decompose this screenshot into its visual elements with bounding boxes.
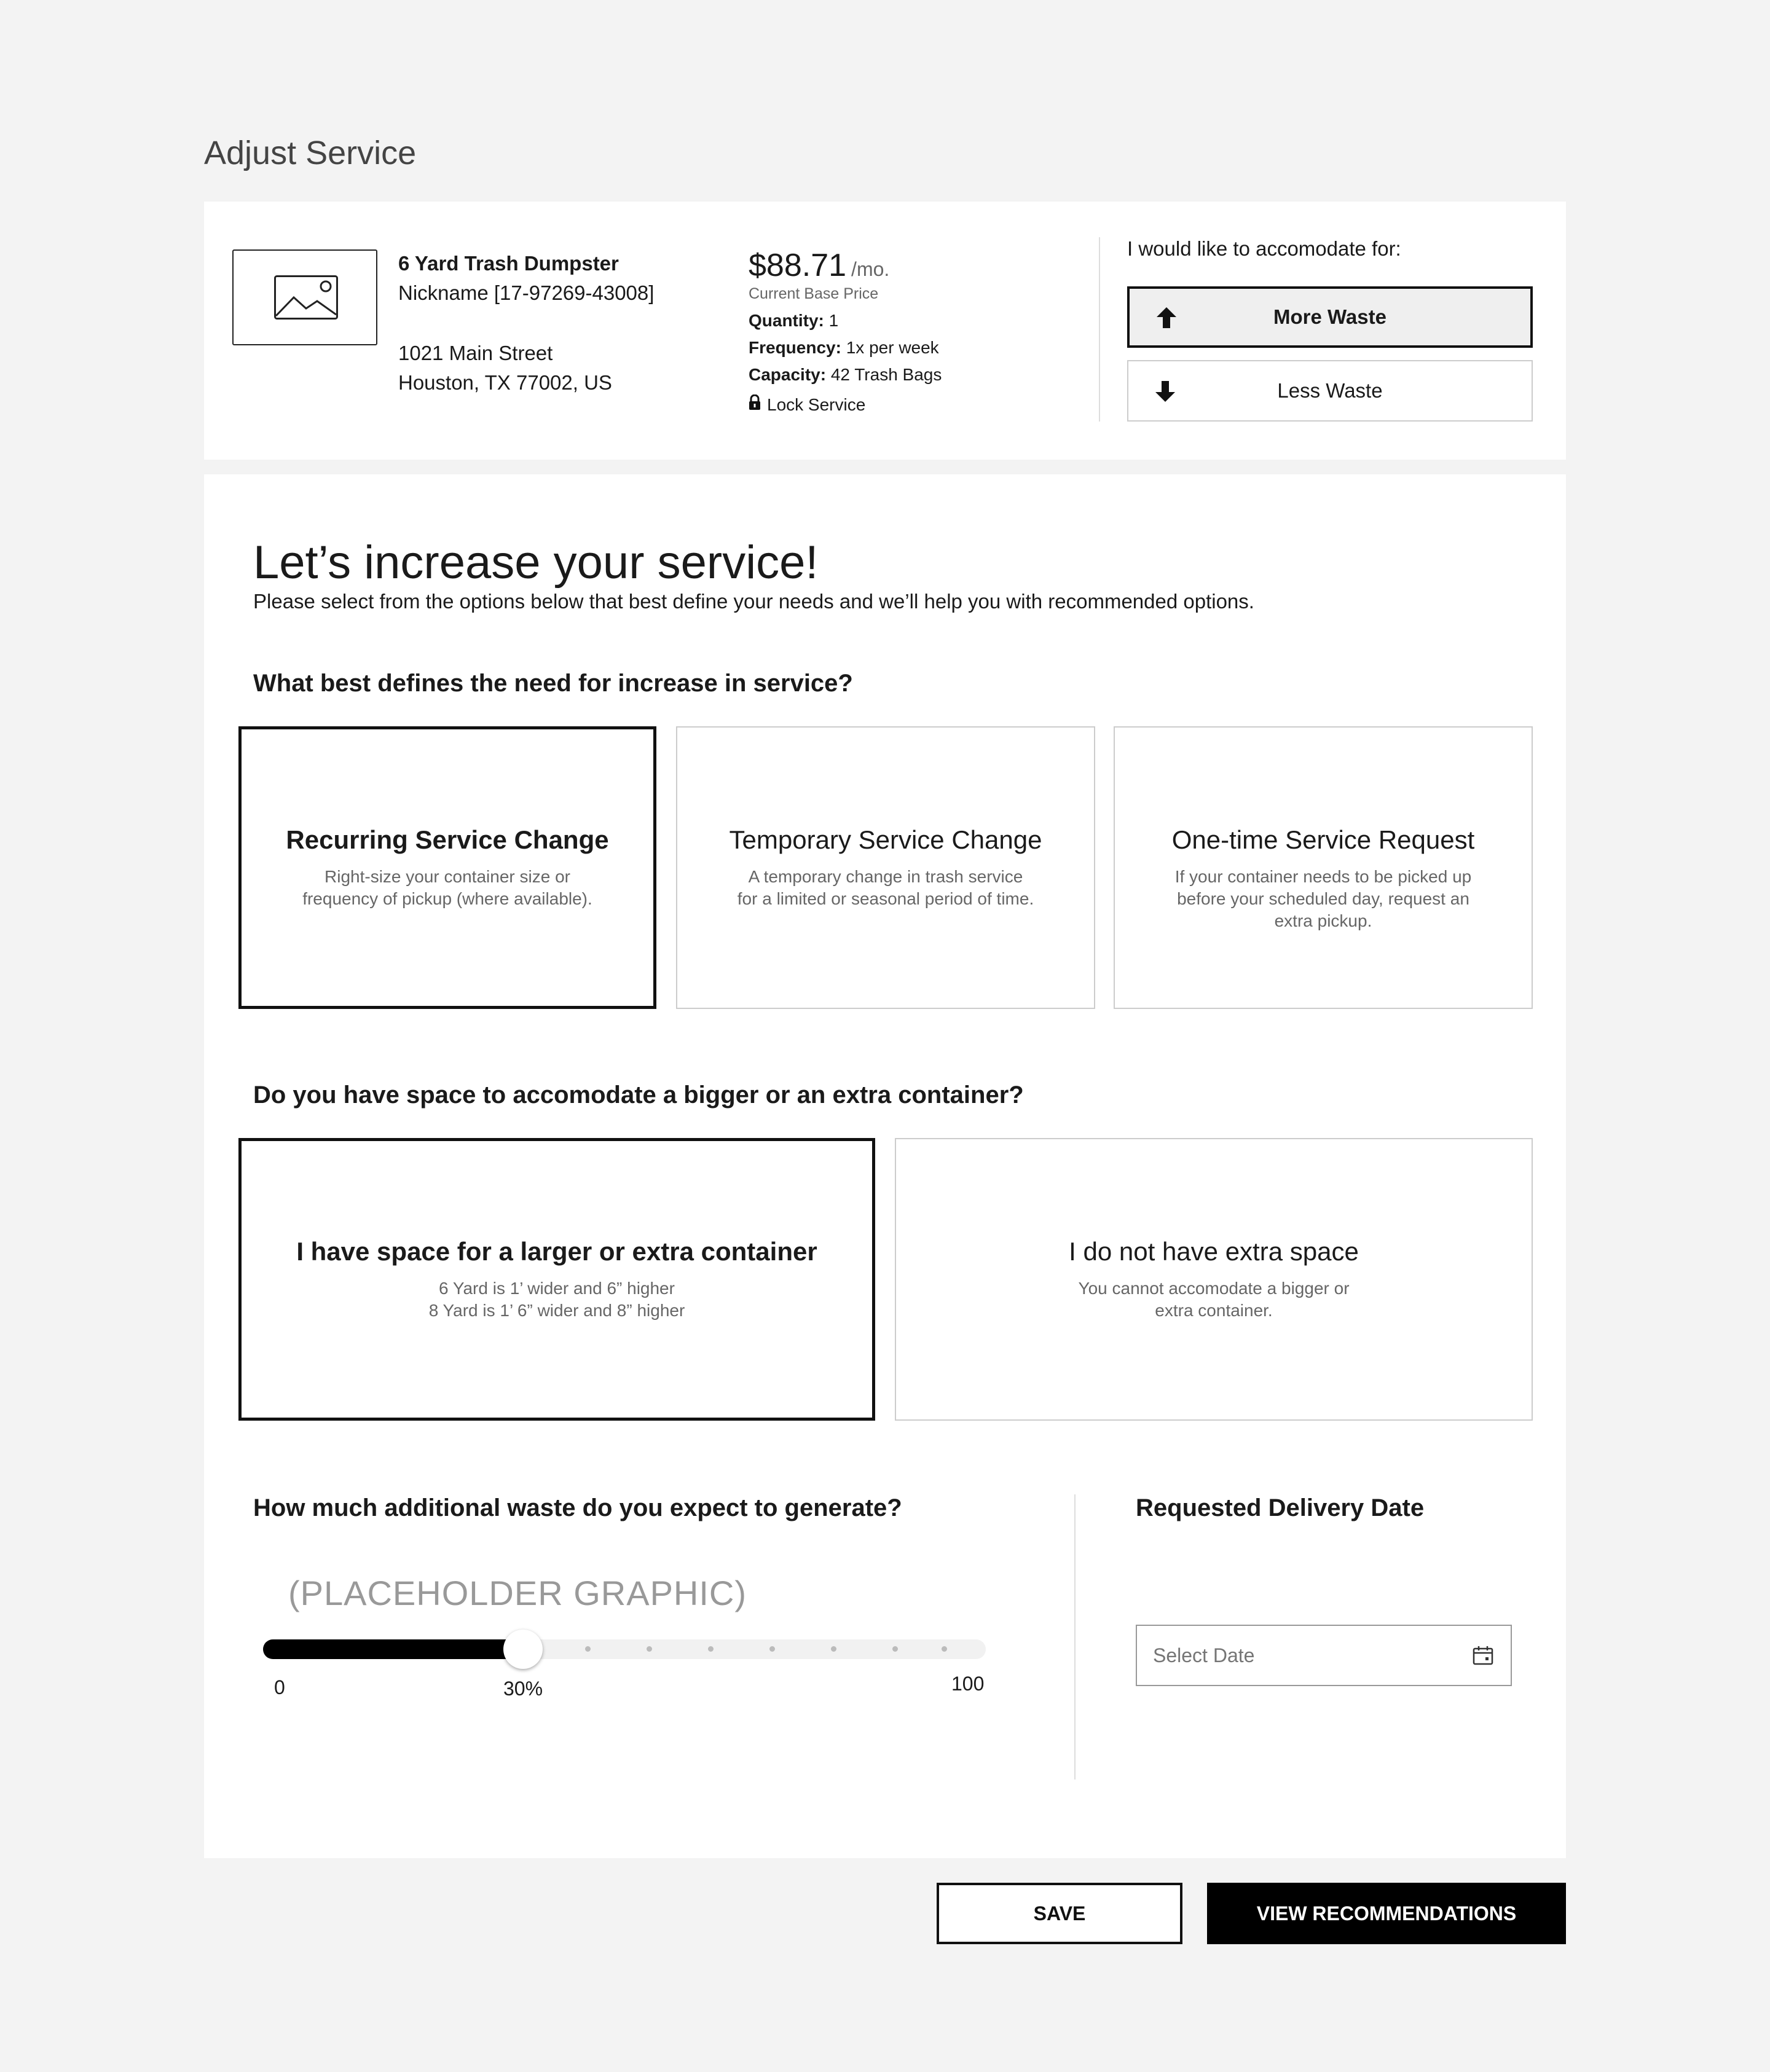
option-title: Recurring Service Change [286,825,609,854]
price-unit: /mo. [851,258,890,280]
option-description: A temporary change in trash service for a limited or seasonal period of time. [737,867,1034,908]
price-value: $88.71 [749,248,847,283]
arrow-up-icon [1157,307,1176,331]
arrow-down-icon [1155,381,1175,405]
image-placeholder-icon [232,249,377,345]
slider-value-label: 30% [503,1678,543,1700]
price-label: Current Base Price [749,285,879,302]
option-description: 6 Yard is 1’ wider and 6” higher 8 Yard is 1’ 6” wider and 8” higher [428,1279,685,1320]
capacity-label: Capacity: [749,365,827,384]
divider [1074,1494,1076,1780]
slider-step-dot [647,1646,652,1652]
slider-thumb[interactable] [503,1630,543,1669]
hero-title: Let’s increase your service! [253,536,819,589]
address-line-1: 1021 Main Street [398,342,553,364]
less-waste-button[interactable] [1127,360,1533,422]
service-nickname: Nickname [17-97269-43008] [398,281,655,304]
slider-step-dot [942,1646,947,1652]
question-2-title: Do you have space to accomodate a bigger or an extra container? [253,1081,1024,1109]
slider-step-dot [708,1646,714,1652]
accommodate-label: I would like to accomodate for: [1127,237,1401,260]
slider-step-dot [769,1646,775,1652]
lock-service-link[interactable] [749,394,865,415]
option-one-time-request[interactable] [1114,726,1533,1009]
question-3-title: How much additional waste do you expect to generate? [253,1494,902,1521]
slider-fill [263,1639,525,1659]
lock-service-label: Lock Service [767,394,866,414]
option-description: You cannot accomodate a bigger or extra container. [1078,1279,1350,1320]
question-1-title: What best defines the need for increase in service? [253,670,853,697]
capacity-value: 42 Trash Bags [830,365,942,384]
slider-max-label: 100 [951,1673,985,1695]
slider-min-label: 0 [274,1676,285,1698]
hero-subtitle: Please select from the options below that best define your needs and we’ll help you with recommended options. [253,590,1254,613]
view-recommendations-button[interactable]: VIEW RECOMMENDATIONS [1207,1883,1566,1944]
more-waste-button[interactable] [1127,286,1533,348]
slider-step-dot [831,1646,836,1652]
lock-icon [749,394,761,415]
frequency-value: 1x per week [846,338,939,357]
service-name: 6 Yard Trash Dumpster [398,252,619,275]
main-card [204,474,1566,1858]
option-title: I do not have extra space [1069,1237,1359,1266]
option-title: One-time Service Request [1171,825,1475,854]
calendar-icon[interactable] [1473,1646,1493,1668]
option-temporary-service[interactable] [676,726,1095,1009]
price [749,247,889,284]
slider-step-dot [585,1646,591,1652]
less-waste-label: Less Waste [1277,379,1383,402]
placeholder-graphic: (PLACEHOLDER GRAPHIC) [288,1574,747,1612]
quantity-row [749,311,838,331]
option-title: I have space for a larger or extra container [296,1237,817,1266]
option-have-space[interactable] [238,1138,875,1421]
more-waste-label: More Waste [1273,305,1386,328]
option-title: Temporary Service Change [729,825,1042,854]
frequency-row [749,338,939,358]
quantity-value: 1 [828,311,839,330]
divider [1099,237,1100,422]
delivery-date-title: Requested Delivery Date [1136,1494,1425,1521]
option-no-space[interactable] [895,1138,1533,1421]
frequency-label: Frequency: [749,338,841,357]
quantity-label: Quantity: [749,311,824,330]
option-recurring-service[interactable] [238,726,656,1009]
option-description: If your container needs to be picked up before your scheduled day, request an extra pickup. [1174,867,1472,930]
slider-step-dot [892,1646,898,1652]
address-line-2: Houston, TX 77002, US [398,371,612,394]
delivery-date-input[interactable] [1136,1625,1512,1686]
save-button[interactable]: SAVE [937,1883,1182,1944]
option-description: Right-size your container size or frequency of pickup (where available). [302,867,592,908]
page-title: Adjust Service [204,135,417,171]
capacity-row [749,365,942,385]
service-summary-card [204,202,1566,460]
